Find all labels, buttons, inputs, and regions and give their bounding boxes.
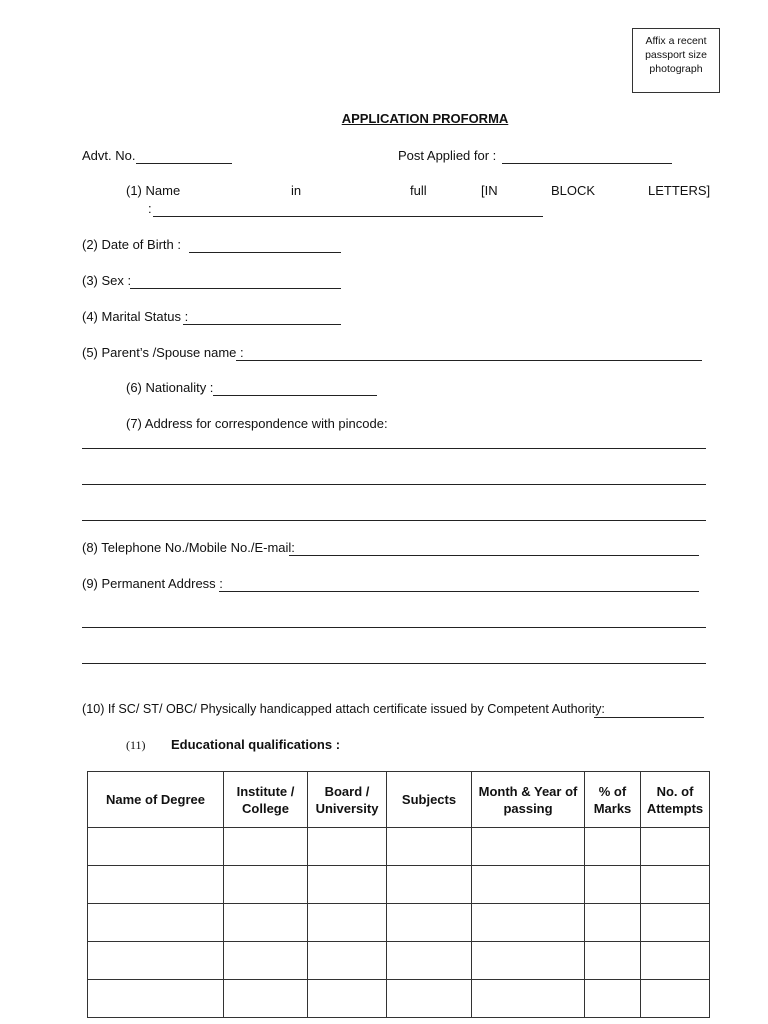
table-cell[interactable] [308, 866, 387, 904]
header-institute-college: Institute / College [224, 772, 308, 828]
name-label-word-4: [IN [481, 183, 498, 198]
table-cell[interactable] [585, 866, 641, 904]
table-cell[interactable] [88, 980, 224, 1018]
parent-spouse-field[interactable] [236, 360, 702, 361]
table-cell[interactable] [585, 942, 641, 980]
parent-spouse-label: (5) Parent’s /Spouse name : [82, 345, 244, 360]
table-cell[interactable] [308, 828, 387, 866]
table-cell[interactable] [224, 980, 308, 1018]
header-subjects: Subjects [387, 772, 472, 828]
header-percent-marks: % of Marks [585, 772, 641, 828]
name-label-word-1: (1) Name [126, 183, 181, 198]
name-label-word-5: BLOCK [551, 183, 596, 198]
table-cell[interactable] [472, 828, 585, 866]
telephone-label: (8) Telephone No./Mobile No./E-mail: [82, 540, 295, 555]
header-board-university: Board / University [308, 772, 387, 828]
nationality-field[interactable] [213, 395, 377, 396]
telephone-field[interactable] [289, 555, 699, 556]
name-label-word-3: full [410, 183, 427, 198]
sex-field[interactable] [130, 288, 341, 289]
header-name-of-degree: Name of Degree [88, 772, 224, 828]
category-certificate-field[interactable] [594, 717, 704, 718]
header-month-year-passing: Month & Year of passing [472, 772, 585, 828]
photo-placeholder-box: Affix a recent passport size photograph [632, 28, 720, 93]
table-cell[interactable] [585, 980, 641, 1018]
table-cell[interactable] [641, 828, 710, 866]
marital-status-label: (4) Marital Status : [82, 309, 189, 324]
header-no-of-attempts: No. of Attempts [641, 772, 710, 828]
table-cell[interactable] [308, 980, 387, 1018]
table-row [88, 904, 710, 942]
advt-no-label: Advt. No. [82, 148, 136, 163]
permanent-address-label: (9) Permanent Address : [82, 576, 223, 591]
post-applied-field[interactable] [502, 163, 672, 164]
education-label: Educational qualifications : [171, 737, 341, 752]
table-cell[interactable] [472, 980, 585, 1018]
table-cell[interactable] [472, 904, 585, 942]
permanent-address-line-3[interactable] [82, 663, 706, 664]
table-cell[interactable] [641, 866, 710, 904]
table-cell[interactable] [472, 866, 585, 904]
table-cell[interactable] [308, 942, 387, 980]
table-row [88, 980, 710, 1018]
correspondence-address-line-1[interactable] [82, 448, 706, 449]
table-cell[interactable] [224, 942, 308, 980]
nationality-label: (6) Nationality : [126, 380, 214, 395]
table-cell[interactable] [641, 980, 710, 1018]
table-cell[interactable] [387, 866, 472, 904]
name-colon: : [148, 201, 152, 216]
sex-label: (3) Sex : [82, 273, 132, 288]
dob-field[interactable] [189, 252, 341, 253]
category-certificate-label: (10) If SC/ ST/ OBC/ Physically handicapped attach certificate issued by Competent Authority: [82, 702, 605, 716]
table-cell[interactable] [88, 942, 224, 980]
name-label-word-2: in [291, 183, 302, 198]
education-table-body [88, 828, 710, 1018]
correspondence-address-label: (7) Address for correspondence with pincode: [126, 416, 388, 431]
table-cell[interactable] [308, 904, 387, 942]
name-field[interactable] [153, 216, 543, 217]
table-row [88, 942, 710, 980]
table-cell[interactable] [585, 828, 641, 866]
advt-no-field[interactable] [136, 163, 232, 164]
table-cell[interactable] [641, 904, 710, 942]
table-cell[interactable] [88, 828, 224, 866]
table-cell[interactable] [224, 866, 308, 904]
form-title: APPLICATION PROFORMA [341, 111, 509, 126]
table-cell[interactable] [472, 942, 585, 980]
table-cell[interactable] [88, 866, 224, 904]
table-row [88, 828, 710, 866]
post-applied-label: Post Applied for : [398, 148, 497, 163]
education-number: (11) [126, 738, 146, 752]
table-cell[interactable] [224, 828, 308, 866]
table-cell[interactable] [387, 904, 472, 942]
table-cell[interactable] [387, 980, 472, 1018]
name-label-word-6: LETTERS] [648, 183, 711, 198]
table-cell[interactable] [88, 904, 224, 942]
permanent-address-line-2[interactable] [82, 627, 706, 628]
table-cell[interactable] [224, 904, 308, 942]
marital-status-field[interactable] [183, 324, 341, 325]
table-cell[interactable] [387, 942, 472, 980]
correspondence-address-line-3[interactable] [82, 520, 706, 521]
education-table-header-row [88, 772, 710, 828]
correspondence-address-line-2[interactable] [82, 484, 706, 485]
table-cell[interactable] [641, 942, 710, 980]
table-cell[interactable] [387, 828, 472, 866]
dob-label: (2) Date of Birth : [82, 237, 181, 252]
education-table [87, 771, 710, 1018]
table-row [88, 866, 710, 904]
table-cell[interactable] [585, 904, 641, 942]
permanent-address-line-1[interactable] [219, 591, 699, 592]
